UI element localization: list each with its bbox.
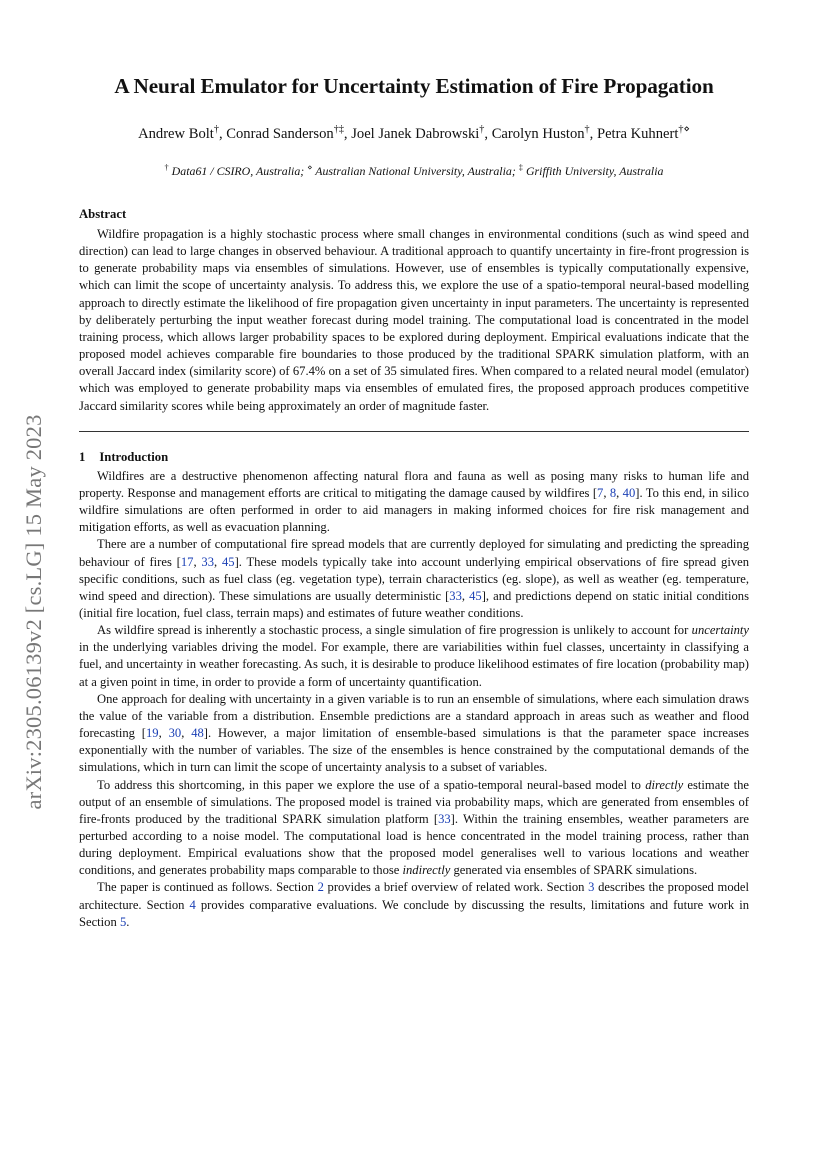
- affiliation-text: Data61 / CSIRO, Australia;: [168, 164, 305, 178]
- paper-title: A Neural Emulator for Uncertainty Estimation of Fire Propagation: [114, 74, 714, 98]
- introduction-paragraph: As wildfire spread is inherently a stochastic process, a single simulation of fire progression is unlikely to account for uncertainty in the underlying variables driving the model. For example, there are variabilities within fuel classes, uncertainty in classifying a fuel, and uncertainty in weather forecasting. As such, it is desirable to produce likelihood estimates of fire location (probability map) at a given point in time, in order to provide a form of uncertainty quantification.: [79, 623, 749, 689]
- affiliation-mark: †: [584, 124, 590, 136]
- introduction-paragraph: There are a number of computational fire spread models that are currently deployed for simulating and predicting the spreading behaviour of fires [17, 33, 45]. These models typically take into account underlying empirical observations of fire spread given specific conditions, such as fuel class (eg. vegetation type), terrain characteristics (eg. slope), as well as weather (eg. temperature, wind speed and direction). These simulations are usually deterministic [33, 45], and predictions depend on static initial conditions (initial fire location, fuel class, terrain maps) and estimates of future weather conditions.: [79, 537, 750, 620]
- emphasized-text: directly: [645, 777, 684, 792]
- citation-link[interactable]: 5: [119, 914, 127, 929]
- citation-link[interactable]: 45: [469, 588, 482, 603]
- citation-link[interactable]: 8: [609, 485, 617, 500]
- abstract-text: Wildfire propagation is a highly stochastic process where small changes in environmental conditions (such as wind speed and direction) can lead to large changes in observed behaviour. A traditional approach to quantify uncertainty in fire-front progression is to generate probability maps via ensembles of simulations. However, use of ensembles is typically computationally expensive, which can limit the scope of uncertainty analysis. To address this, we explore the use of a spatio-temporal neural-based modelling approach to directly estimate the likelihood of fire propagation given uncertainty in input parameters. The uncertainty is represented by deliberately perturbing the input weather forecast during model training. The computational load is concentrated in the model training process, which allows larger probability spaces to be explored during deployment. Empirical evaluations indicate that the proposed model achieves comparable fire boundaries to those produced by the traditional SPARK simulation platform, with an overall Jaccard index (similarity score) of 67.4% on a set of 35 simulated fires. When compared to a related neural model (emulator) which was employed to generate probability maps via ensembles of emulated fires, the proposed approach produces competitive Jaccard similarity scores while being approximately an order of magnitude faster.: [79, 227, 749, 413]
- affiliations: [79, 164, 749, 179]
- citation-link[interactable]: 17: [180, 554, 194, 569]
- citation-link[interactable]: 2: [317, 880, 324, 895]
- citation-link[interactable]: 7: [597, 485, 604, 500]
- affiliation-mark: ⋄: [307, 163, 313, 173]
- author-list: Andrew Bolt†, Conrad Sanderson†‡, Joel Janek Dabrowski†, Carolyn Huston†, Petra Kuhnert†⋄: [138, 124, 690, 142]
- citation-link[interactable]: 19: [146, 726, 159, 741]
- citation-link[interactable]: 4: [189, 897, 196, 912]
- section-title: Introduction: [99, 449, 169, 464]
- abstract-heading: Abstract: [79, 207, 127, 221]
- citation-link[interactable]: 40: [622, 485, 636, 500]
- affiliation-text: Griffith University, Australia: [522, 164, 664, 178]
- author-name: Conrad Sanderson: [226, 126, 334, 142]
- author-name: Andrew Bolt: [138, 126, 214, 142]
- citation-link[interactable]: 3: [588, 880, 595, 895]
- paper-page: [79, 74, 749, 931]
- citation-link[interactable]: 30: [168, 726, 182, 741]
- citation-link[interactable]: 33: [449, 588, 462, 603]
- section-number: 1: [79, 449, 86, 464]
- introduction-paragraph: To address this shortcoming, in this paper we explore the use of a spatio-temporal neural-based model to directly estimate the output of an ensemble of simulations. The proposed model is trained via probability maps, which are generated from ensembles of fire-fronts produced by the traditional SPARK simulation platform [33]. Within the training ensembles, weather parameters are perturbed according to a noise model. The computational load is hence concentrated in the model training process, rather than during deployment. Empirical evaluations show that the proposed model generalises well to various locations and weather conditions, and generates probability maps comparable to those indirectly generated via ensembles of SPARK simulations.: [79, 777, 749, 878]
- citation-link[interactable]: 33: [201, 554, 214, 569]
- author-name: Petra Kuhnert: [596, 126, 679, 142]
- citation-link[interactable]: 45: [221, 554, 235, 569]
- affiliation-mark: †⋄: [678, 124, 690, 136]
- emphasized-text: uncertainty: [691, 623, 749, 638]
- introduction-body: [79, 468, 749, 931]
- introduction-heading: [79, 450, 749, 465]
- affiliation-text: Australian National University, Australia;: [312, 164, 516, 178]
- affiliation-mark: †: [479, 124, 485, 136]
- author-name: Joel Janek Dabrowski: [351, 126, 480, 142]
- affiliation-mark: †: [213, 124, 219, 136]
- affiliation-mark: †: [164, 163, 169, 173]
- author-name: Carolyn Huston: [491, 126, 585, 142]
- introduction-paragraph: One approach for dealing with uncertainty in a given variable is to run an ensemble of simulations, where each simulation draws the value of the variable from a distribution. Ensemble predictions are a standard approach in areas such as weather and flood forecasting [19, 30, 48]. However, a major limitation of ensemble-based simulations is that the parameter space increases exponentially with the number of variables. The size of the ensembles is hence constrained by the computational demands of the simulations, which in turn can limit the scope of uncertainty analysis to a subset of variables.: [79, 691, 749, 775]
- arxiv-sidebar: [14, 352, 54, 872]
- citation-link[interactable]: 33: [438, 811, 451, 826]
- affiliation-mark: ‡: [518, 163, 523, 173]
- introduction-paragraph: Wildfires are a destructive phenomenon affecting natural flora and fauna as well as posing many risks to human life and property. Response and management efforts are critical to mitigating the damage caused by wildfires [7, 8, 40]. To this end, in silico wildfire simulations are often performed in order to aid managers in making informed choices for fire risk management and mitigation efforts, as well as evacuation planning.: [79, 468, 749, 535]
- arxiv-identifier: arXiv:2305.06139v2 [cs.LG] 15 May 2023: [21, 414, 46, 810]
- emphasized-text: indirectly: [402, 863, 451, 878]
- section-divider: [79, 431, 749, 432]
- introduction-paragraph: The paper is continued as follows. Section 2 provides a brief overview of related work. Section 3 describes the proposed model architecture. Section 4 provides comparative evaluations. We conclude by discussing the results, limitations and future work in Section 5.: [79, 880, 750, 929]
- affiliation-mark: †‡: [333, 124, 344, 136]
- citation-link[interactable]: 48: [191, 726, 204, 741]
